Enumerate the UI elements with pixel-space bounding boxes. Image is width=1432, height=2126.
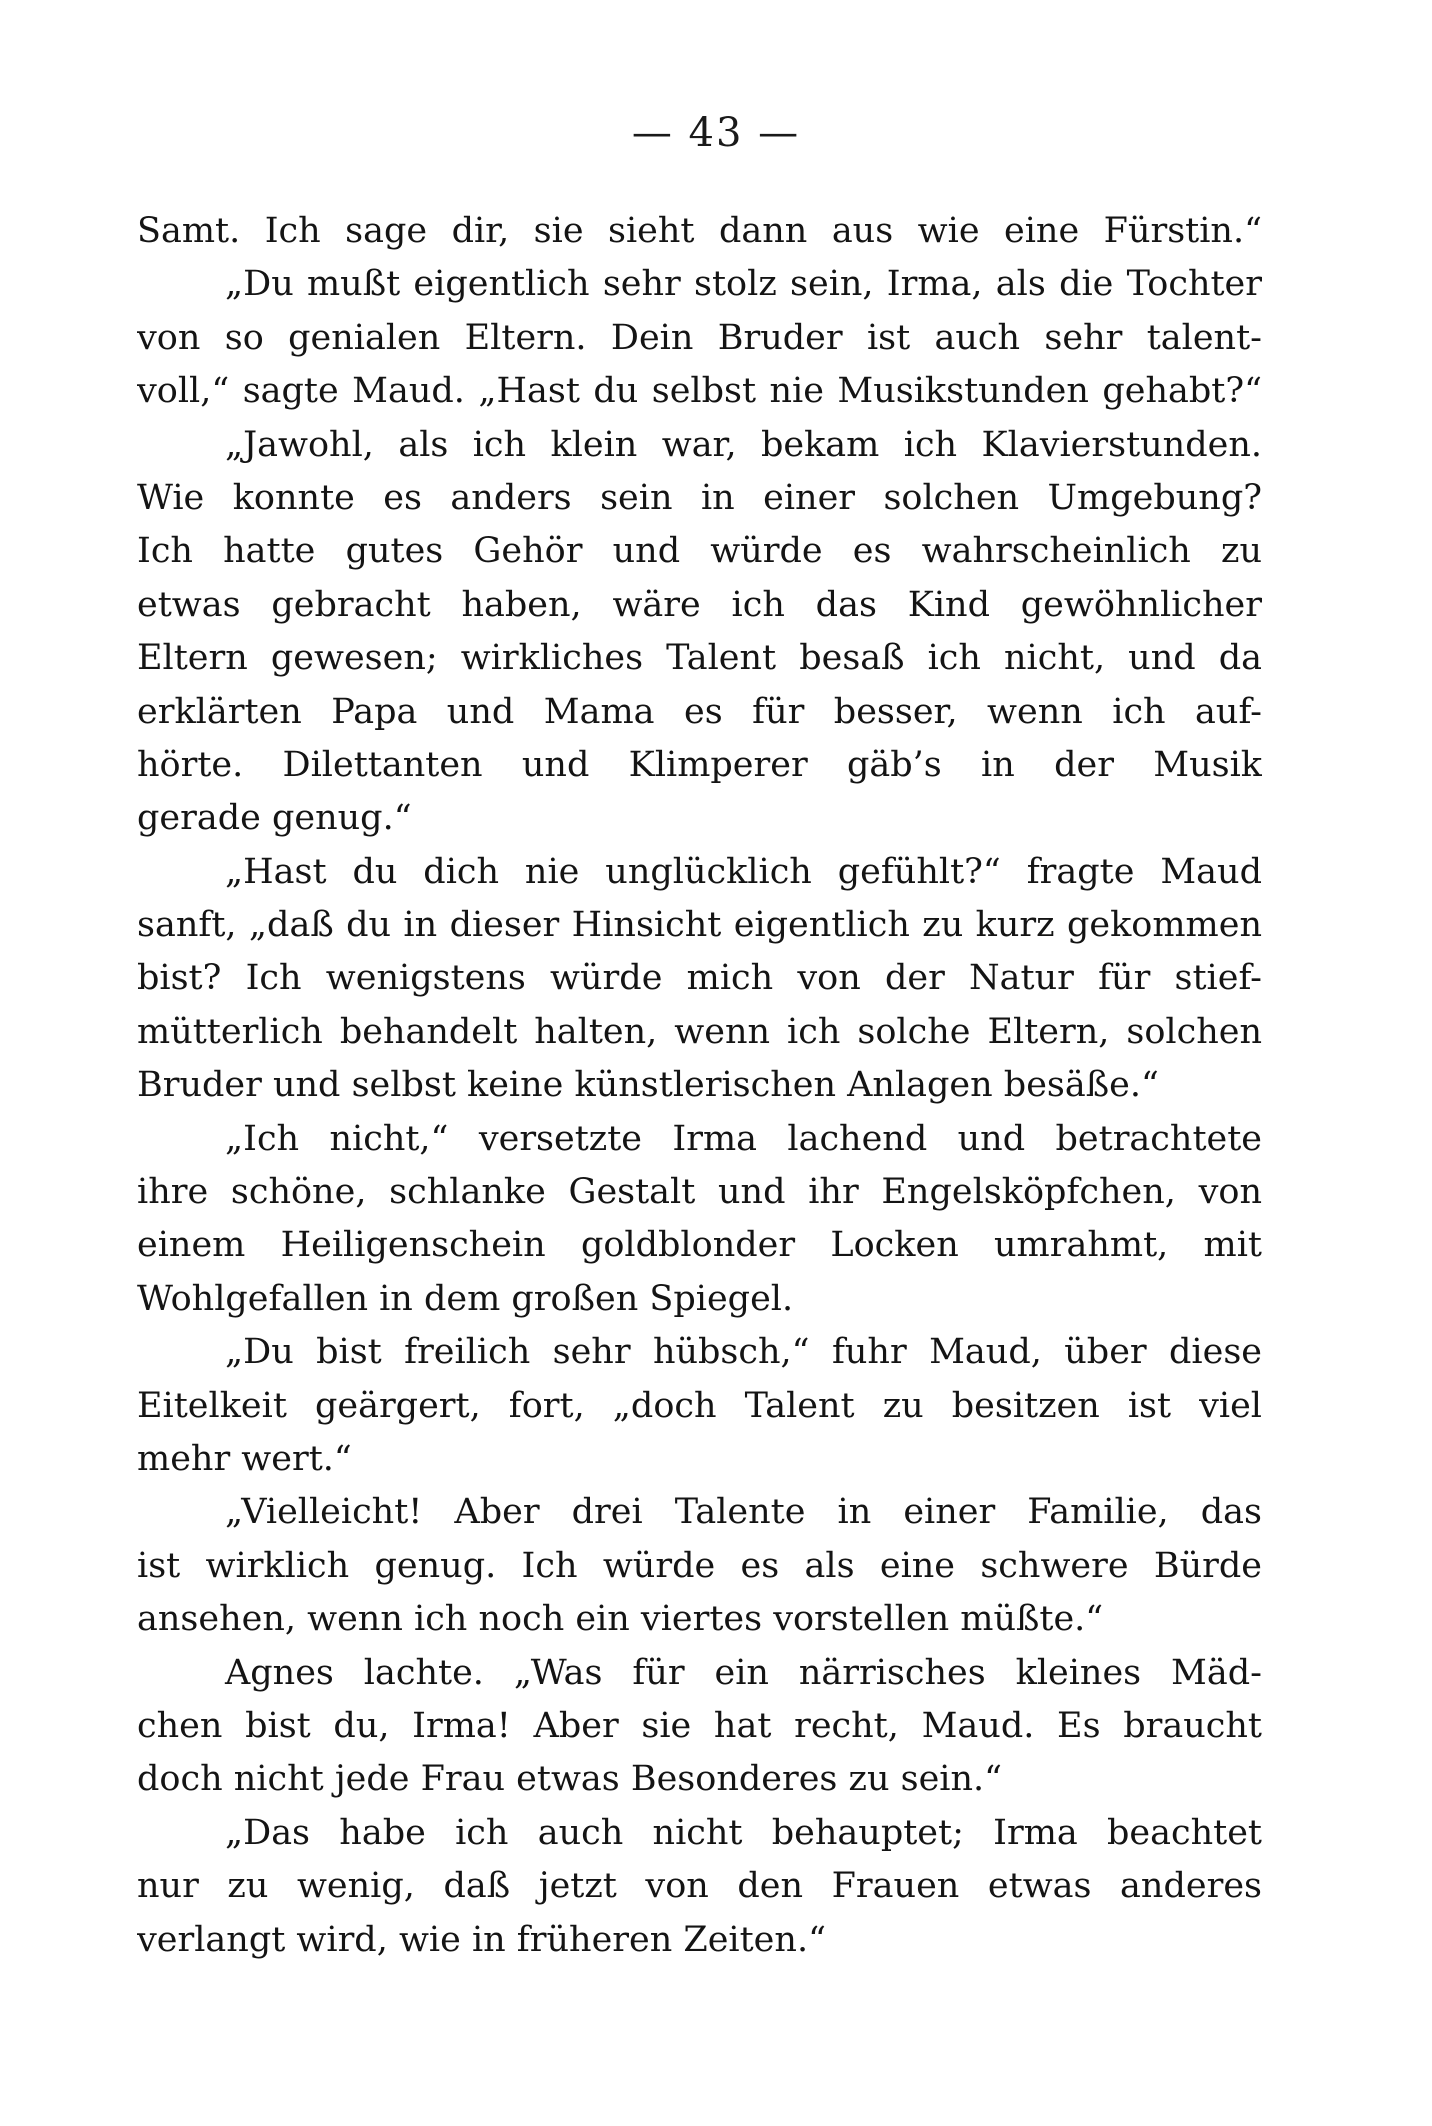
text-line: Agnes lachte. „Was für ein närrisches kleines Mäd- [225,1652,1262,1693]
text-line: „Vielleicht! Aber drei Talente in einer Familie, das [225,1492,1262,1533]
text-line: chen bist du, Irma! Aber sie hat recht, Maud. Es braucht [137,1705,1262,1746]
text-line: voll,“ sagte Maud. „Hast du selbst nie Musikstunden gehabt?“ [137,371,1262,412]
text-line: einem Heiligenschein goldblonder Locken umrahmt, mit [137,1225,1262,1266]
text-line: mehr wert.“ [137,1438,352,1479]
text-line: sanft, „daß du in dieser Hinsicht eigentlich zu kurz gekommen [137,905,1262,946]
text-line: etwas gebracht haben, wäre ich das Kind gewöhnlicher [137,584,1262,625]
text-line: nur zu wenig, daß jetzt von den Frauen etwas anderes [137,1866,1262,1907]
text-line: „Jawohl, als ich klein war, bekam ich Klavierstunden. [225,424,1262,465]
text-line: doch nicht jede Frau etwas Besonderes zu sein.“ [137,1759,1003,1800]
text-line: „Das habe ich auch nicht behauptet; Irma beachtet [225,1812,1262,1853]
text-line: gerade genug.“ [137,798,412,839]
text-line: „Du mußt eigentlich sehr stolz sein, Irma, als die Tochter [225,264,1262,305]
text-line: „Du bist freilich sehr hübsch,“ fuhr Maud, über diese [225,1332,1262,1373]
text-line: ihre schöne, schlanke Gestalt und ihr Engelsköpfchen, von [137,1172,1262,1213]
text-line: bist? Ich wenigstens würde mich von der Natur für stief- [137,958,1262,999]
text-line: „Hast du dich nie unglücklich gefühlt?“ fragte Maud [225,851,1262,892]
text-line: Eitelkeit geärgert, fort, „doch Talent zu besitzen ist viel [137,1385,1262,1426]
text-line: ansehen, wenn ich noch ein viertes vorstellen müßte.“ [137,1599,1104,1640]
text-line: ist wirklich genug. Ich würde es als eine schwere Bürde [137,1545,1262,1586]
text-line: Ich hatte gutes Gehör und würde es wahrscheinlich zu [137,531,1262,572]
text-line: von so genialen Eltern. Dein Bruder ist auch sehr talent- [137,317,1262,358]
text-line: hörte. Dilettanten und Klimperer gäb’s in der Musik [137,744,1262,785]
text-line: mütterlich behandelt halten, wenn ich solche Eltern, solchen [137,1011,1262,1052]
text-line: Eltern gewesen; wirkliches Talent besaß ich nicht, und da [137,638,1262,679]
text-line: verlangt wird, wie in früheren Zeiten.“ [137,1919,826,1960]
text-line: Samt. Ich sage dir, sie sieht dann aus wie eine Fürstin.“ [137,211,1262,251]
text-line: „Ich nicht,“ versetzte Irma lachend und betrachtete [225,1118,1262,1159]
text-line: erklärten Papa und Mama es für besser, wenn ich auf- [137,691,1262,732]
text-line: Wie konnte es anders sein in einer solchen Umgebung? [137,477,1262,518]
page-number: — 43 — [631,110,801,156]
text-line: Wohlgefallen in dem großen Spiegel. [137,1278,794,1319]
body-text [137,205,1262,1967]
text-line: Bruder und selbst keine künstlerischen Anlagen besäße.“ [137,1065,1159,1106]
